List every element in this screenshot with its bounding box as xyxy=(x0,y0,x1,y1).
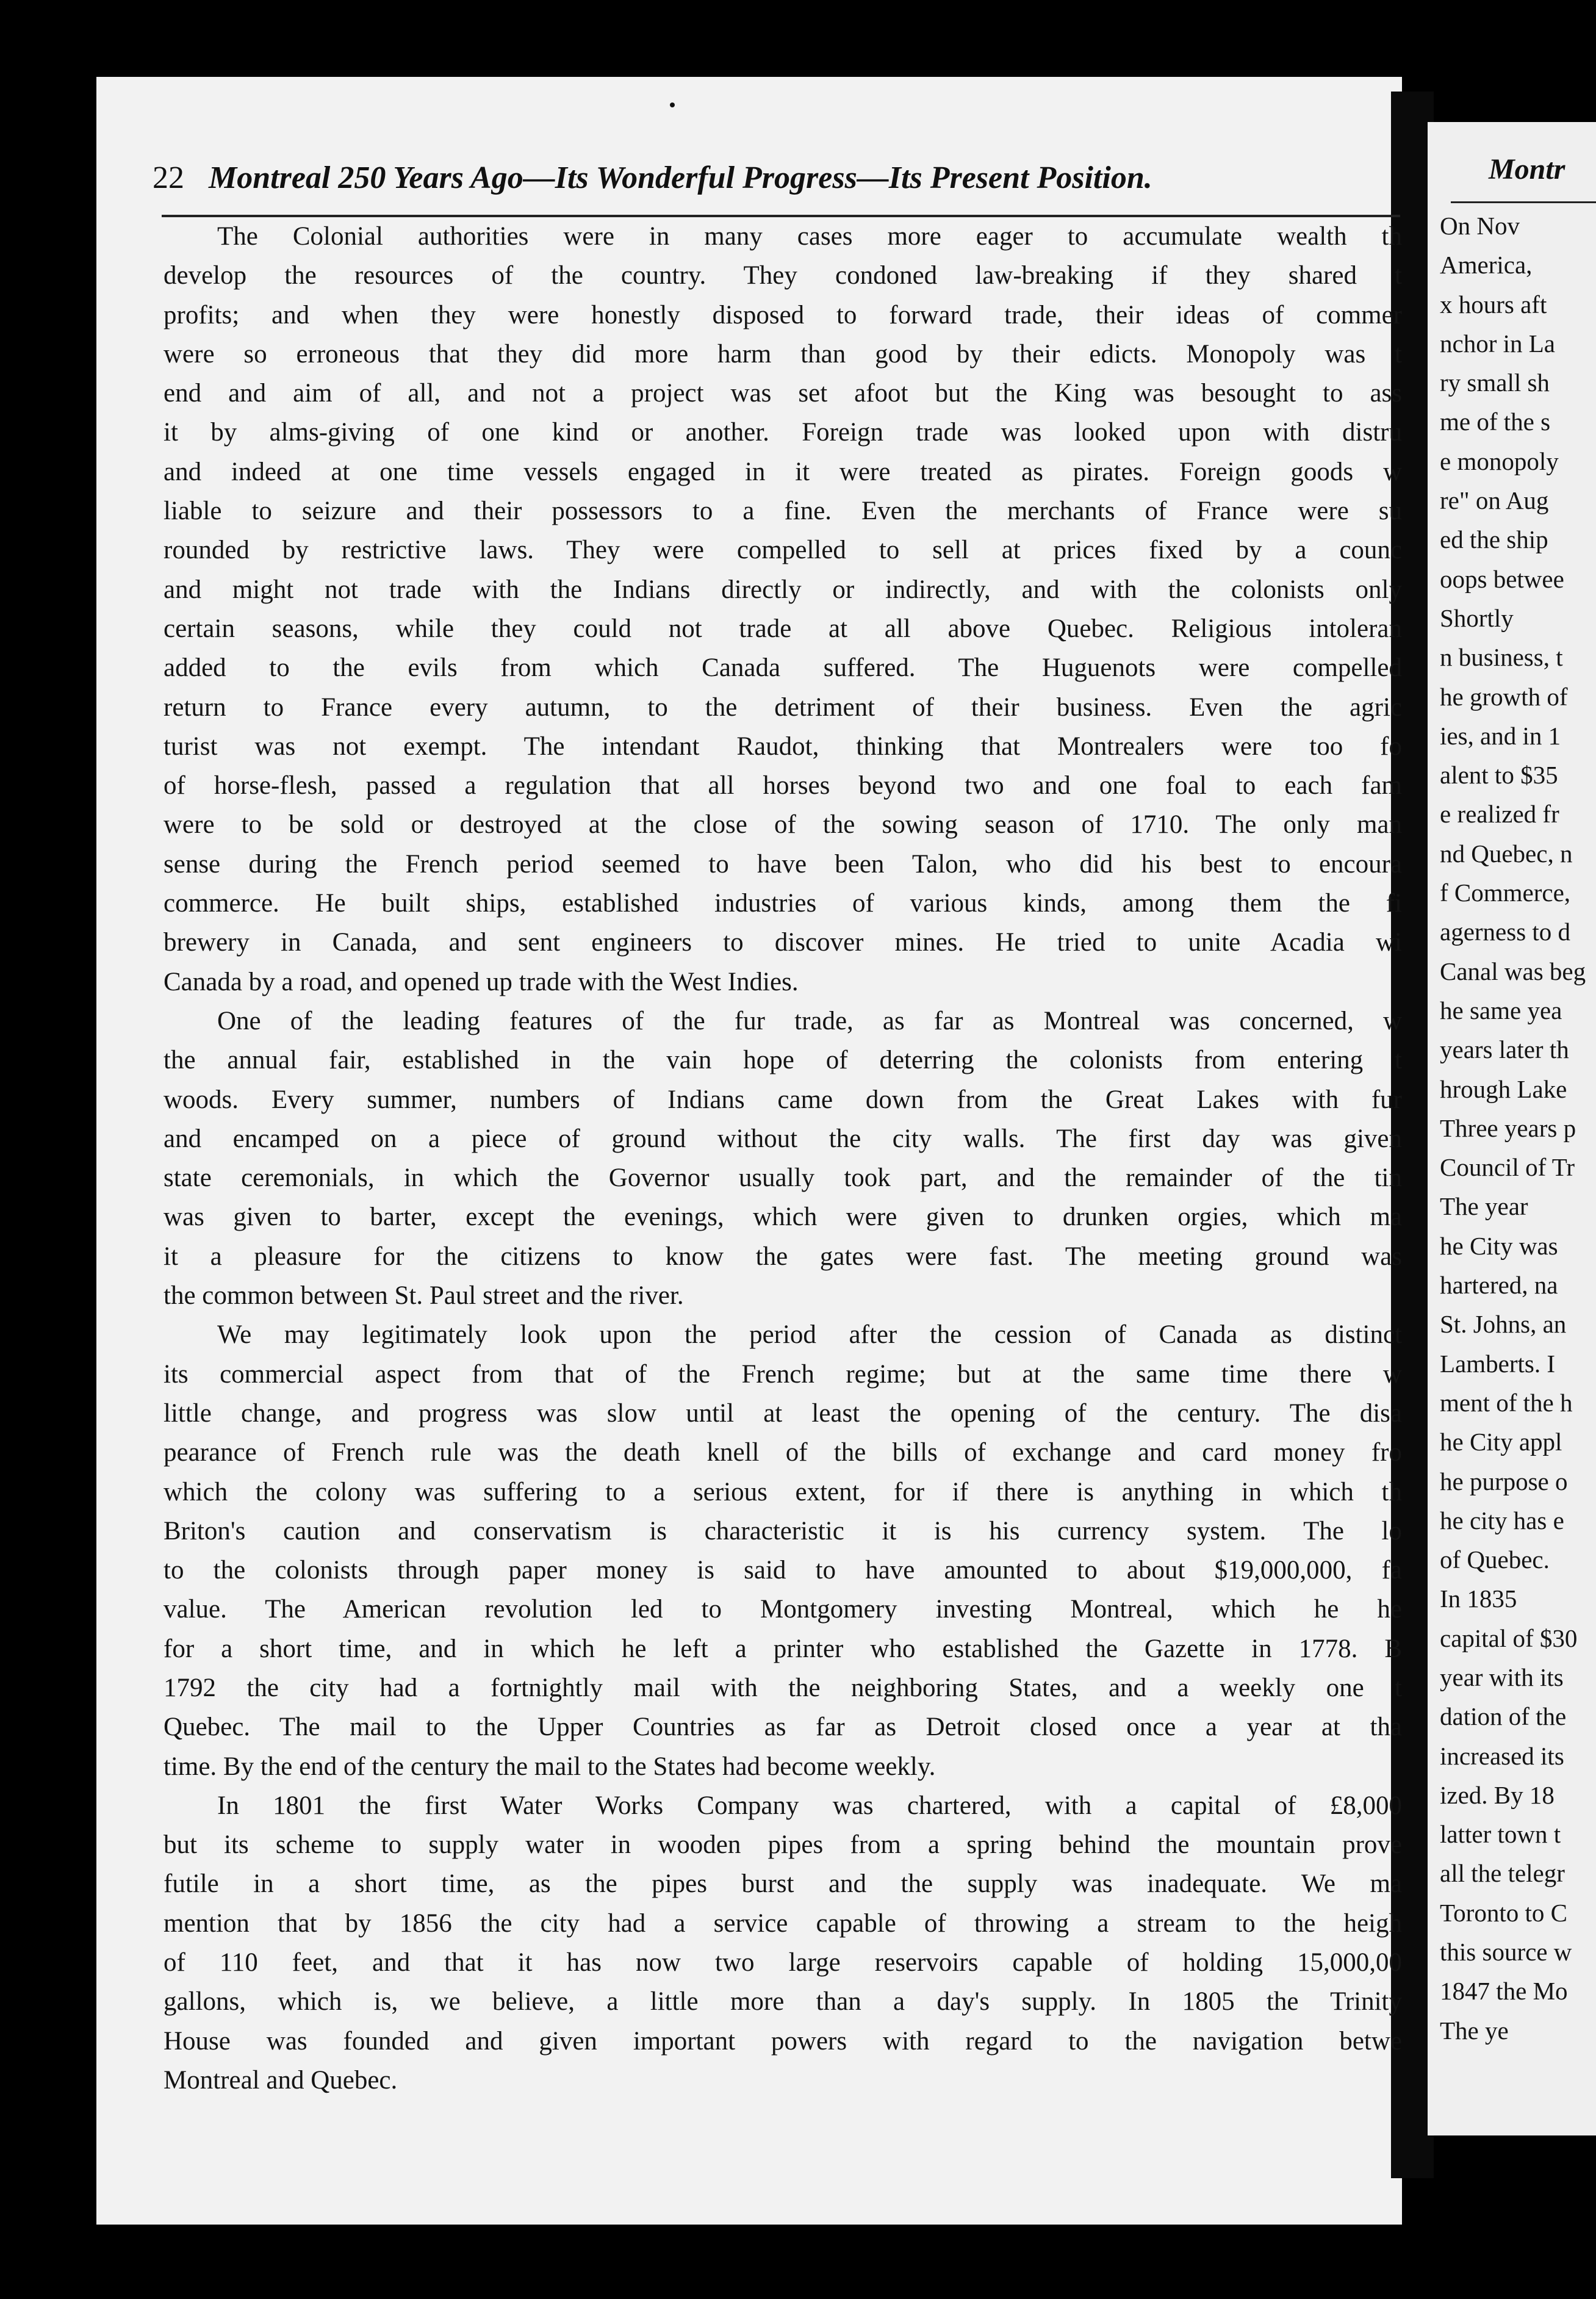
right-page-line: Three years p xyxy=(1440,1114,1576,1142)
right-page-line: he city has e xyxy=(1440,1506,1564,1534)
right-page-line: e realized fr xyxy=(1440,800,1559,829)
text-line: brewery in Canada, and sent engineers to discover mines. He tried to unite Acadia wi xyxy=(164,928,1402,957)
right-page-line: ment of the h xyxy=(1440,1388,1573,1417)
right-page-line: ies, and in 1 xyxy=(1440,721,1561,750)
right-page-line: latter town t xyxy=(1440,1820,1561,1849)
text-line: its commercial aspect from that of the French regime; but at the same time there w xyxy=(164,1359,1402,1389)
text-line: profits; and when they were honestly disposed to forward trade, their ideas of commer xyxy=(164,300,1402,329)
right-page-line: he City was xyxy=(1440,1231,1558,1260)
right-page-text xyxy=(1440,206,1596,2050)
text-line: certain seasons, while they could not trade at all above Quebec. Religious intoleran xyxy=(164,614,1402,643)
text-line: of 110 feet, and that it has now two large reservoirs capable of holding 15,000,00 xyxy=(164,1948,1402,1977)
text-line: return to France every autumn, to the detriment of their business. Even the agric xyxy=(164,693,1402,722)
text-line: We may legitimately look upon the period after the cession of Canada as distinct xyxy=(217,1320,1402,1350)
right-page-line: re" on Aug xyxy=(1440,486,1549,515)
text-line: it by alms-giving of one kind or another. Foreign trade was looked upon with distru xyxy=(164,418,1402,447)
right-page-line: ized. By 18 xyxy=(1440,1780,1555,1809)
text-line: little change, and progress was slow until at least the opening of the century. The disa xyxy=(164,1398,1402,1428)
right-page-line: x hours aft xyxy=(1440,290,1547,318)
body-text xyxy=(164,217,1402,2100)
right-page-line: St. Johns, an xyxy=(1440,1310,1567,1339)
right-page-line: ed the ship xyxy=(1440,525,1548,554)
text-line: the common between St. Paul street and the river. xyxy=(164,1281,684,1311)
right-page-line: hartered, na xyxy=(1440,1271,1558,1300)
text-line: time. By the end of the century the mail to the States had become weekly. xyxy=(164,1752,936,1781)
paragraph xyxy=(164,217,1402,1002)
text-line: commerce. He built ships, established industries of various kinds, among them the fi xyxy=(164,889,1402,918)
text-line: gallons, which is, we believe, a little more than a day's supply. In 1805 the Trinity xyxy=(164,1987,1402,2017)
right-page-line: all the telegr xyxy=(1440,1859,1565,1888)
text-line: One of the leading features of the fur trade, as far as Montreal was concerned, w xyxy=(217,1006,1402,1035)
right-page-line: ry small sh xyxy=(1440,369,1550,397)
right-page-line: Shortly xyxy=(1440,603,1514,632)
right-page-line: Council of Tr xyxy=(1440,1153,1575,1182)
right-page-line: n business, t xyxy=(1440,643,1563,672)
right-page-line: nchor in La xyxy=(1440,329,1555,358)
paragraph xyxy=(164,1786,1402,2100)
text-line: were so erroneous that they did more harm than good by their edicts. Monopoly was t xyxy=(164,339,1402,369)
text-line: rounded by restrictive laws. They were compelled to sell at prices fixed by a counc xyxy=(164,536,1402,565)
right-page-line: increased its xyxy=(1440,1741,1564,1770)
right-page-line: year with its xyxy=(1440,1663,1564,1691)
right-page-line: he same yea xyxy=(1440,996,1562,1024)
right-page-rule xyxy=(1451,201,1596,203)
right-page-line: The year xyxy=(1440,1192,1528,1221)
text-line: and might not trade with the Indians directly or indirectly, and with the colonists only xyxy=(164,575,1402,604)
text-line: which the colony was suffering to a serious extent, for if there is anything in which th xyxy=(164,1477,1402,1506)
right-page-line: he growth of xyxy=(1440,682,1568,711)
text-line: In 1801 the first Water Works Company was chartered, with a capital of £8,000 xyxy=(217,1791,1402,1820)
right-page-line: oops betwee xyxy=(1440,564,1564,593)
text-line: develop the resources of the country. They condoned law-breaking if they shared t xyxy=(164,261,1402,290)
text-line: mention that by 1856 the city had a service capable of throwing a stream to the heigh xyxy=(164,1909,1402,1938)
right-page-line: years later th xyxy=(1440,1035,1569,1064)
text-line: value. The American revolution led to Montgomery investing Montreal, which he he xyxy=(164,1595,1402,1624)
right-page-line: 1847 the Mo xyxy=(1440,1977,1568,2006)
text-line: state ceremonials, in which the Governor usually took part, and the remainder of the tin xyxy=(164,1164,1402,1193)
text-line: it a pleasure for the citizens to know the gates were fast. The meeting ground was xyxy=(164,1242,1402,1271)
running-header xyxy=(153,160,1312,209)
text-line: the annual fair, established in the vain hope of deterring the colonists from entering t xyxy=(164,1046,1402,1075)
right-page-header: Montr xyxy=(1489,153,1565,185)
text-line: 1792 the city had a fortnightly mail with the neighboring States, and a weekly one t xyxy=(164,1673,1402,1702)
text-line: sense during the French period seemed to have been Talon, who did his best to encoura xyxy=(164,849,1402,879)
text-line: The Colonial authorities were in many cases more eager to accumulate wealth th xyxy=(217,222,1402,251)
text-line: to the colonists through paper money is said to have amounted to about $19,000,000, fa xyxy=(164,1556,1402,1585)
text-line: and encamped on a piece of ground without the city walls. The first day was given xyxy=(164,1124,1402,1153)
text-line: were to be sold or destroyed at the close of the sowing season of 1710. The only man xyxy=(164,810,1402,840)
right-page-line: he purpose o xyxy=(1440,1467,1568,1495)
right-page-line: Canal was beg xyxy=(1440,957,1586,985)
right-page-line: hrough Lake xyxy=(1440,1074,1567,1103)
right-page-line: Toronto to C xyxy=(1440,1898,1567,1927)
right-page-line: The ye xyxy=(1440,2016,1509,2045)
page-speck xyxy=(670,103,675,107)
page-number: 22 xyxy=(153,160,184,195)
text-line: futile in a short time, as the pipes burst and the supply was inadequate. We ma xyxy=(164,1869,1402,1899)
right-page-line: Lamberts. I xyxy=(1440,1349,1555,1378)
right-page-line: he City appl xyxy=(1440,1428,1562,1456)
right-page-line: On Nov xyxy=(1440,212,1520,240)
paragraph xyxy=(164,1002,1402,1315)
text-line: and indeed at one time vessels engaged in it were treated as pirates. Foreign goods w xyxy=(164,457,1402,486)
text-line: House was founded and given important powers with regard to the navigation betwe xyxy=(164,2026,1402,2056)
running-title: Montreal 250 Years Ago—Its Wonderful Progress—Its Present Position. xyxy=(209,160,1152,195)
text-line: pearance of French rule was the death knell of the bills of exchange and card money fro xyxy=(164,1438,1402,1467)
text-line: of horse-flesh, passed a regulation that all horses beyond two and one foal to each fam xyxy=(164,771,1402,801)
right-page-line: of Quebec. xyxy=(1440,1545,1550,1574)
text-line: liable to seizure and their possessors to a fine. Even the merchants of France were su xyxy=(164,497,1402,526)
text-line: Canada by a road, and opened up trade with the West Indies. xyxy=(164,967,799,996)
text-line: for a short time, and in which he left a printer who established the Gazette in 1778. B xyxy=(164,1634,1402,1663)
paragraph xyxy=(164,1315,1402,1786)
right-page-line: f Commerce, xyxy=(1440,879,1571,907)
right-page-line: me of the s xyxy=(1440,408,1551,436)
text-line: Quebec. The mail to the Upper Countries as far as Detroit closed once a year at tha xyxy=(164,1713,1402,1742)
text-line: end and aim of all, and not a project was set afoot but the King was besought to ass xyxy=(164,379,1402,408)
right-page-line: e monopoly xyxy=(1440,447,1559,475)
right-page-line: capital of $30 xyxy=(1440,1624,1578,1652)
right-page-line: agerness to d xyxy=(1440,918,1571,946)
text-line: added to the evils from which Canada suffered. The Huguenots were compelled xyxy=(164,653,1402,683)
right-page-line: nd Quebec, n xyxy=(1440,839,1573,868)
text-line: was given to barter, except the evenings, which were given to drunken orgies, which ma xyxy=(164,1203,1402,1232)
right-page-line: this source w xyxy=(1440,1938,1572,1966)
text-line: but its scheme to supply water in wooden pipes from a spring behind the mountain prove xyxy=(164,1830,1402,1860)
text-line: Briton's caution and conservatism is characteristic it is his currency system. The lo xyxy=(164,1516,1402,1545)
right-page-line: dation of the xyxy=(1440,1702,1567,1731)
right-page-line: alent to $35 xyxy=(1440,761,1558,790)
right-page-line: America, xyxy=(1440,251,1533,279)
right-page-line: In 1835 xyxy=(1440,1585,1517,1613)
text-line: Montreal and Quebec. xyxy=(164,2065,398,2095)
text-line: turist was not exempt. The intendant Raudot, thinking that Montrealers were too fo xyxy=(164,732,1402,761)
text-line: woods. Every summer, numbers of Indians came down from the Great Lakes with fur xyxy=(164,1085,1402,1114)
